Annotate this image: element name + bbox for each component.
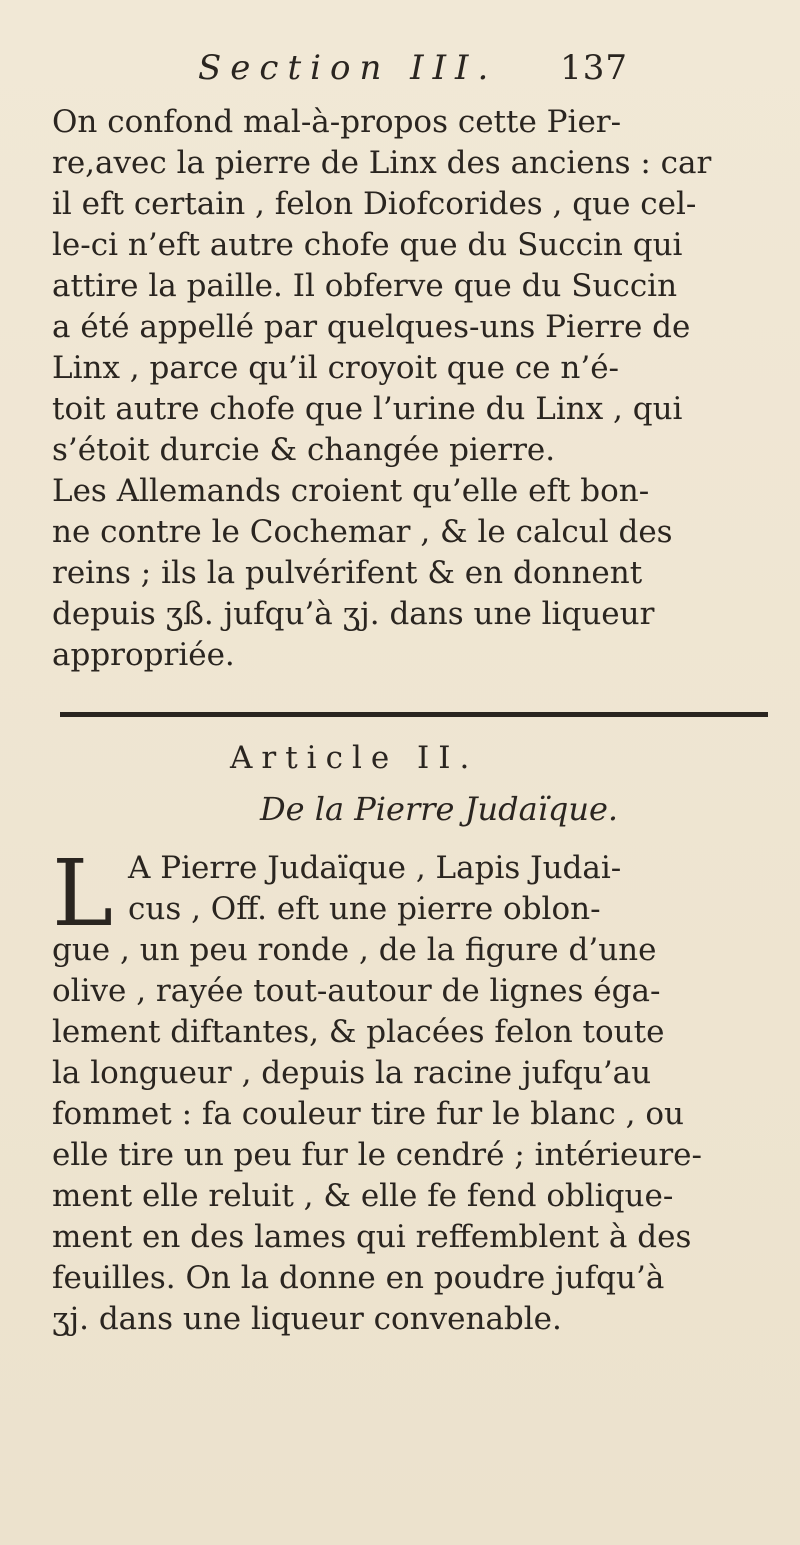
text-line: Les Allemands croient qu’elle eft bon- [52, 473, 650, 509]
text-line: Linx , parce qu’il croyoit que ce n’é- [52, 350, 620, 386]
text-line: ment en des lames qui reffemblent à des [52, 1219, 692, 1255]
text-line: depuis ʒß. jufqu’à ʒj. dans une liqueur [52, 596, 655, 632]
text-line: lement diftantes, & placées felon toute [52, 1014, 665, 1050]
text-line: feuilles. On la donne en poudre jufqu’à [52, 1260, 665, 1296]
text-line: appropriée. [52, 637, 235, 673]
text-line: elle tire un peu fur le cendré ; intérieure- [52, 1137, 702, 1173]
article-subtitle: De la Pierre Judaïque. [260, 790, 619, 828]
text-line: fommet : fa couleur tire fur le blanc , ou [52, 1096, 684, 1132]
page-number: 137 [560, 48, 628, 88]
text-line: le-ci n’eft autre chofe que du Succin qui [52, 227, 683, 263]
text-line: a été appellé par quelques-uns Pierre de [52, 309, 691, 345]
text-line: re,avec la pierre de Linx des anciens : car [52, 145, 712, 181]
text-line: ne contre le Cochemar , & le calcul des [52, 514, 673, 550]
article-heading: Article II. [230, 740, 479, 776]
paragraph-pierre-judaique [52, 840, 767, 1340]
text-line: cus , Off. eft une pierre oblon- [128, 891, 601, 927]
text-line: attire la paille. Il obferve que du Succin [52, 268, 678, 304]
running-header [198, 48, 628, 88]
paragraph-allemands [52, 471, 767, 676]
text-line: ʒj. dans une liqueur convenable. [52, 1301, 562, 1337]
section-title: Section III. [198, 48, 498, 88]
text-line: ment elle reluit , & elle fe fend oblique- [52, 1178, 674, 1214]
text-line: olive , rayée tout-autour de lignes éga- [52, 973, 661, 1009]
section-divider [60, 712, 768, 717]
text-line: toit autre chofe que l’urine du Linx , qui [52, 391, 683, 427]
text-line: s’étoit durcie & changée pierre. [52, 432, 556, 468]
text-line: reins ; ils la pulvérifent & en donnent [52, 555, 643, 591]
text-line: On confond mal-à-propos cette Pier- [52, 104, 622, 140]
text-line: gue , un peu ronde , de la figure d’une [52, 932, 657, 968]
text-line: il eft certain , felon Diofcorides , que cel- [52, 186, 697, 222]
paragraph-linx [52, 102, 767, 471]
text-line: A Pierre Judaïque , Lapis Judai- [128, 850, 622, 886]
text-line: la longueur , depuis la racine jufqu’au [52, 1055, 652, 1091]
drop-cap: L [52, 840, 114, 947]
